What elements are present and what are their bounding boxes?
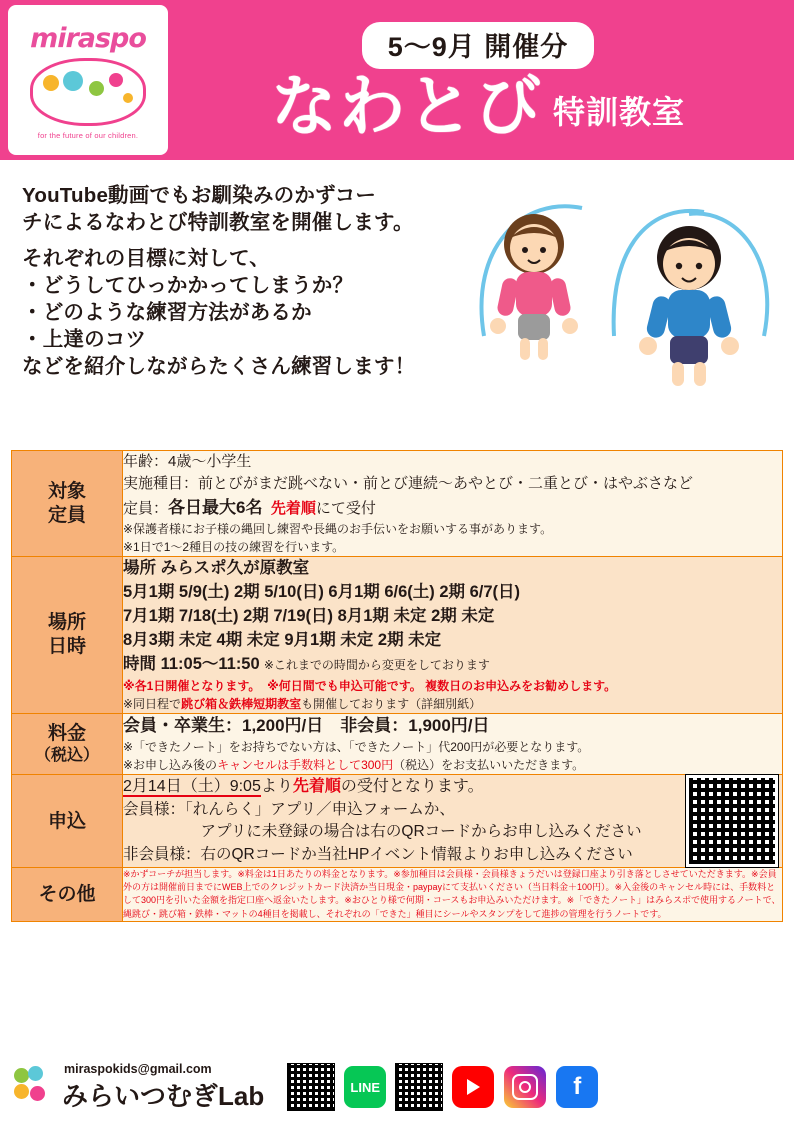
- line-qr-code[interactable]: [288, 1064, 334, 1110]
- capacity-value: 各日最大6名: [168, 497, 263, 517]
- intro-section: [0, 160, 794, 450]
- row-label-place: [12, 557, 123, 714]
- capacity-suffix: にて受付: [315, 499, 376, 517]
- intro-line-4: などを紹介しながらたくさん練習します！: [22, 355, 416, 379]
- intro-bullet-2: ・どのような練習方法があるか: [22, 301, 312, 325]
- price-note-2: ※お申し込み後のキャンセルは手数料として300円（税込）をお支払いいただきます。: [123, 758, 585, 773]
- facebook-icon[interactable]: f: [556, 1066, 598, 1108]
- intro-bullet-3: ・上達のコツ: [22, 328, 147, 352]
- lab-name: みらいつむぎLab: [62, 1080, 265, 1111]
- note-b: 跳び箱＆鉄棒短期教室: [181, 696, 302, 711]
- table-row: [12, 451, 783, 557]
- jumping-kids-illustration: [464, 186, 784, 436]
- price-note-1: ※「できたノート」をお持ちでない方は、「できたノート」代200円が必要となります。: [123, 740, 590, 755]
- line-label: LINE: [350, 1079, 381, 1095]
- target-note-2: ※1日で1〜2種目の技の練習を行います。: [123, 540, 345, 555]
- logo-wordmark: miraspo: [30, 22, 146, 54]
- row-value-price: [123, 713, 783, 775]
- intro-line-3: それぞれの目標に対して、: [22, 247, 270, 271]
- application-start-date: 2月14日（土）9:05: [123, 778, 261, 796]
- table-row: [12, 557, 783, 714]
- row-label-application: [12, 775, 123, 868]
- label-line-2: 日時: [47, 635, 86, 657]
- intro-line-1: YouTube動画でもお馴染みのかずコー: [22, 184, 377, 207]
- row-value-place: [123, 557, 783, 714]
- logo-tagline: for the future of our children.: [37, 130, 139, 140]
- note-a: ※同日程で: [123, 696, 182, 711]
- header-titles: [168, 22, 794, 143]
- label-line-2: 定員: [47, 504, 86, 526]
- row-value-other: [123, 868, 783, 921]
- details-table: [11, 450, 783, 922]
- note-c: も開催しております（詳細別紙）: [301, 696, 482, 711]
- table-row: [12, 775, 783, 868]
- time-note: ※これまでの時間から変更をしております: [263, 657, 490, 672]
- row-label-other: [12, 868, 123, 921]
- contact-email: miraspokids@gmail.com: [64, 1061, 212, 1076]
- age-line: 年齢：4歳〜小学生: [123, 453, 252, 470]
- youtube-icon[interactable]: [452, 1066, 494, 1108]
- events-line: 実施種目：前とびがまだ跳べない・前とび連続〜あやとび・二重とび・はやぶさなど: [123, 474, 694, 492]
- capacity-prefix: 定員：: [123, 499, 169, 517]
- page-header: [0, 0, 794, 160]
- label-line-1: 場所: [47, 612, 86, 634]
- row-value-application: [123, 775, 783, 868]
- application-open-line: [123, 775, 782, 798]
- page-footer: [0, 1051, 794, 1123]
- place-note-2: [123, 695, 782, 713]
- target-note-1: ※保護者様にお子様の縄回し練習や長縄のお手伝いをお願いする事があります。: [123, 522, 553, 537]
- label-line-1: 申込: [47, 810, 86, 832]
- date-line-1: 5月1期 5/9(土) 2期 5/10(日) 6月1期 6/6(土) 2期 6/7(日): [123, 583, 521, 602]
- time-line: [123, 653, 782, 677]
- table-row: [12, 868, 783, 921]
- label-line-1: 料金: [47, 723, 86, 745]
- application-line-1: 会員様：「れんらく」アプリ／申込フォームか、: [123, 800, 455, 818]
- row-label-target: [12, 451, 123, 557]
- page-title: なわとび: [270, 68, 543, 143]
- place-note-1: [123, 677, 782, 695]
- label-line-2: （税込）: [34, 746, 99, 764]
- page-subtitle: 特訓教室: [552, 93, 685, 130]
- row-value-target: [123, 451, 783, 557]
- logo-blob-icon: [30, 58, 146, 126]
- intro-bullet-1: ・どうしてひっかかってしまうか？: [22, 274, 354, 298]
- note-c: 複数日のお申込みをお勧めします。: [425, 678, 617, 693]
- application-line-3: 非会員様：右のQRコードか当社HPイベント情報よりお申し込みください: [123, 845, 633, 863]
- other-notes: ※かずコーチが担当します。※料金は1日あたりの料金となります。※参加種目は会員様・会員様きょうだいは登録口座より引き落としさせていただきます。※会員外の方は開催前日までにWEB上でのクレジットカード決済か当日現金・paypayにて支払いください（当日料金＋100円）。※入金後のキャンセル時には、手数料として300円を引いた金額を指定口座へ返金いたします。※おひとり様で何期・コースもお申込みいただけます。※「できたノート」はみらスポで使用するノートで、縄跳び・跳び箱・鉄棒・マットの4種目を掲載し、それぞれの「できた」種目にシールやスタンプをして進捗の管理を行うノートです。: [123, 869, 781, 919]
- date-line-3: 8月3期 未定 4期 未定 9月1期 未定 2期 未定: [123, 630, 442, 649]
- instagram-icon[interactable]: [504, 1066, 546, 1108]
- intro-line-2: チによるなわとび特訓教室を開催します。: [22, 211, 414, 235]
- site-qr-code[interactable]: [396, 1064, 442, 1110]
- note-b: ※何日間でも申込可能です。: [267, 678, 422, 693]
- price-line: 会員・卒業生：1,200円/日 非会員：1,900円/日: [123, 715, 490, 735]
- application-date-suffix-a: より: [260, 778, 293, 796]
- date-line-2: 7月1期 7/18(土) 2期 7/19(日) 8月1期 未定 2期 未定: [123, 606, 495, 625]
- note-a: ※各1日開催となります。: [123, 678, 261, 693]
- lab-mark-icon: [14, 1066, 56, 1108]
- miraspo-logo: [8, 5, 168, 155]
- line-icon[interactable]: [344, 1066, 386, 1108]
- mirai-tsumugi-lab-logo: [14, 1062, 264, 1113]
- place-line: 場所 みらスポ久が原教室: [123, 559, 310, 578]
- row-label-price: [12, 713, 123, 775]
- table-row: [12, 713, 783, 775]
- period-badge: 5〜9月 開催分: [362, 22, 595, 69]
- time-label: 時間 11:05〜11:50: [123, 654, 260, 673]
- capacity-first-come: 先着順: [270, 499, 316, 517]
- application-date-suffix-b: の受付となります。: [340, 778, 484, 796]
- social-links: [288, 1064, 598, 1110]
- label-line-1: 対象: [47, 480, 86, 502]
- application-qr-code[interactable]: [686, 775, 778, 867]
- cancel-fee-highlight: キャンセルは手数料として300円: [217, 758, 394, 773]
- application-line-2: アプリに未登録の場合は右のQRコードからお申し込みください: [123, 823, 642, 841]
- application-first-come: 先着順: [292, 778, 341, 796]
- capacity-line: [123, 496, 782, 521]
- label-line-1: その他: [38, 883, 96, 905]
